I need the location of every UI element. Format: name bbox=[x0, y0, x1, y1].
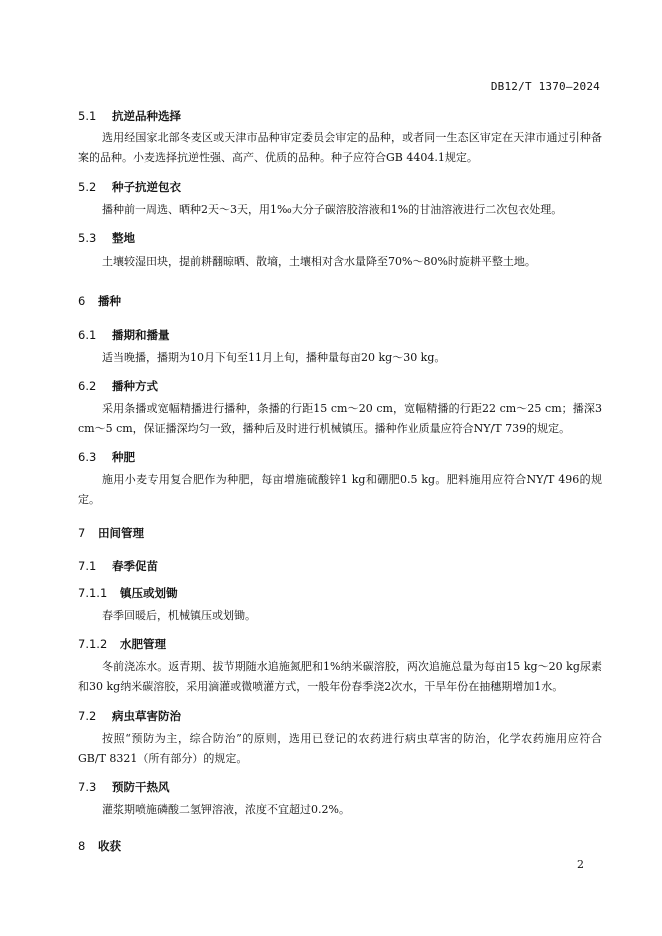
chapter-heading-7 bbox=[78, 525, 144, 541]
section-title: 播种 bbox=[98, 294, 121, 308]
section-heading-7-3 bbox=[78, 779, 170, 795]
section-number: 5.2 bbox=[78, 180, 97, 194]
section-heading-7-1-2 bbox=[78, 636, 166, 652]
section-title: 田间管理 bbox=[98, 526, 144, 540]
section-title: 镇压或划锄 bbox=[120, 586, 178, 600]
section-number: 7.2 bbox=[78, 709, 97, 723]
paragraph-7-2: 按照“预防为主，综合防治”的原则，选用已登记的农药进行病虫草害的防治，化学农药施用应符合GB/T 8321（所有部分）的规定。 bbox=[78, 732, 602, 765]
section-number: 7.1.2 bbox=[78, 637, 108, 651]
paragraph-5-1: 选用经国家北部冬麦区或天津市品种审定委员会审定的品种，或者同一生态区审定在天津市通过引种备案的品种。小麦选择抗逆性强、高产、优质的品种。种子应符合GB 4404.1规定。 bbox=[78, 131, 602, 164]
section-heading-6-1 bbox=[78, 327, 170, 343]
section-title: 病虫草害防治 bbox=[112, 709, 181, 723]
section-number: 7.1 bbox=[78, 559, 97, 573]
section-number: 6.1 bbox=[78, 328, 97, 342]
section-title: 收获 bbox=[98, 839, 121, 853]
section-number: 5.3 bbox=[78, 231, 97, 245]
paragraph-7-1-2: 冬前浇冻水。返青期、拔节期随水追施氮肥和1%纳米碳溶胶，两次追施总量为每亩15 kg～20 kg尿素和30 kg纳米碳溶胶，采用滴灌或微喷灌方式，一般年份春季浇2次水，干旱年份在抽穗期增加1水。 bbox=[78, 660, 602, 693]
section-number: 6.2 bbox=[78, 379, 97, 393]
section-number: 6 bbox=[78, 294, 86, 308]
section-heading-7-1 bbox=[78, 558, 158, 574]
section-heading-5-1 bbox=[78, 108, 181, 124]
section-title: 水肥管理 bbox=[120, 637, 166, 651]
chapter-heading-6 bbox=[78, 293, 121, 309]
section-title: 整地 bbox=[112, 231, 135, 245]
paragraph-5-2: 播种前一周选、晒种2天～3天，用1‰大分子碳溶胶溶液和1%的甘油溶液进行二次包衣处理。 bbox=[102, 203, 563, 216]
section-number: 8 bbox=[78, 839, 86, 853]
section-title: 播期和播量 bbox=[112, 328, 170, 342]
paragraph-7-3: 灌浆期喷施磷酸二氢钾溶液，浓度不宜超过0.2%。 bbox=[102, 803, 350, 816]
section-number: 7.3 bbox=[78, 780, 97, 794]
document-code: DB12/T 1370—2024 bbox=[490, 80, 600, 93]
section-heading-6-3 bbox=[78, 449, 135, 465]
page-number: 2 bbox=[577, 858, 584, 871]
section-heading-6-2 bbox=[78, 378, 158, 394]
chapter-heading-8 bbox=[78, 838, 121, 854]
section-heading-7-2 bbox=[78, 708, 181, 724]
section-title: 播种方式 bbox=[112, 379, 158, 393]
paragraph-7-1-1: 春季回暖后，机械镇压或划锄。 bbox=[102, 609, 256, 622]
section-title: 抗逆品种选择 bbox=[112, 109, 181, 123]
section-heading-5-2 bbox=[78, 179, 181, 195]
section-heading-7-1-1 bbox=[78, 585, 178, 601]
section-heading-5-3 bbox=[78, 230, 135, 246]
paragraph-5-3: 土壤较湿田块，提前耕翻晾晒、散墒，土壤相对含水量降至70%～80%时旋耕平整土地。 bbox=[102, 255, 536, 268]
section-title: 种肥 bbox=[112, 450, 135, 464]
paragraph-6-2: 采用条播或宽幅精播进行播种，条播的行距15 cm～20 cm，宽幅精播的行距22 cm～25 cm；播深3 cm～5 cm，保证播深均匀一致，播种后及时进行机械镇压。播种作业质量应符合NY/T 739的规定。 bbox=[78, 402, 602, 435]
section-number: 7 bbox=[78, 526, 86, 540]
section-title: 春季促苗 bbox=[112, 559, 158, 573]
section-number: 7.1.1 bbox=[78, 586, 108, 600]
paragraph-6-3: 施用小麦专用复合肥作为种肥，每亩增施硫酸锌1 kg和硼肥0.5 kg。肥料施用应符合NY/T 496的规定。 bbox=[78, 473, 602, 506]
paragraph-6-1: 适当晚播，播期为10月下旬至11月上旬，播种量每亩20 kg～30 kg。 bbox=[102, 351, 446, 364]
section-title: 预防干热风 bbox=[112, 780, 170, 794]
section-title: 种子抗逆包衣 bbox=[112, 180, 181, 194]
section-number: 5.1 bbox=[78, 109, 97, 123]
section-number: 6.3 bbox=[78, 450, 97, 464]
